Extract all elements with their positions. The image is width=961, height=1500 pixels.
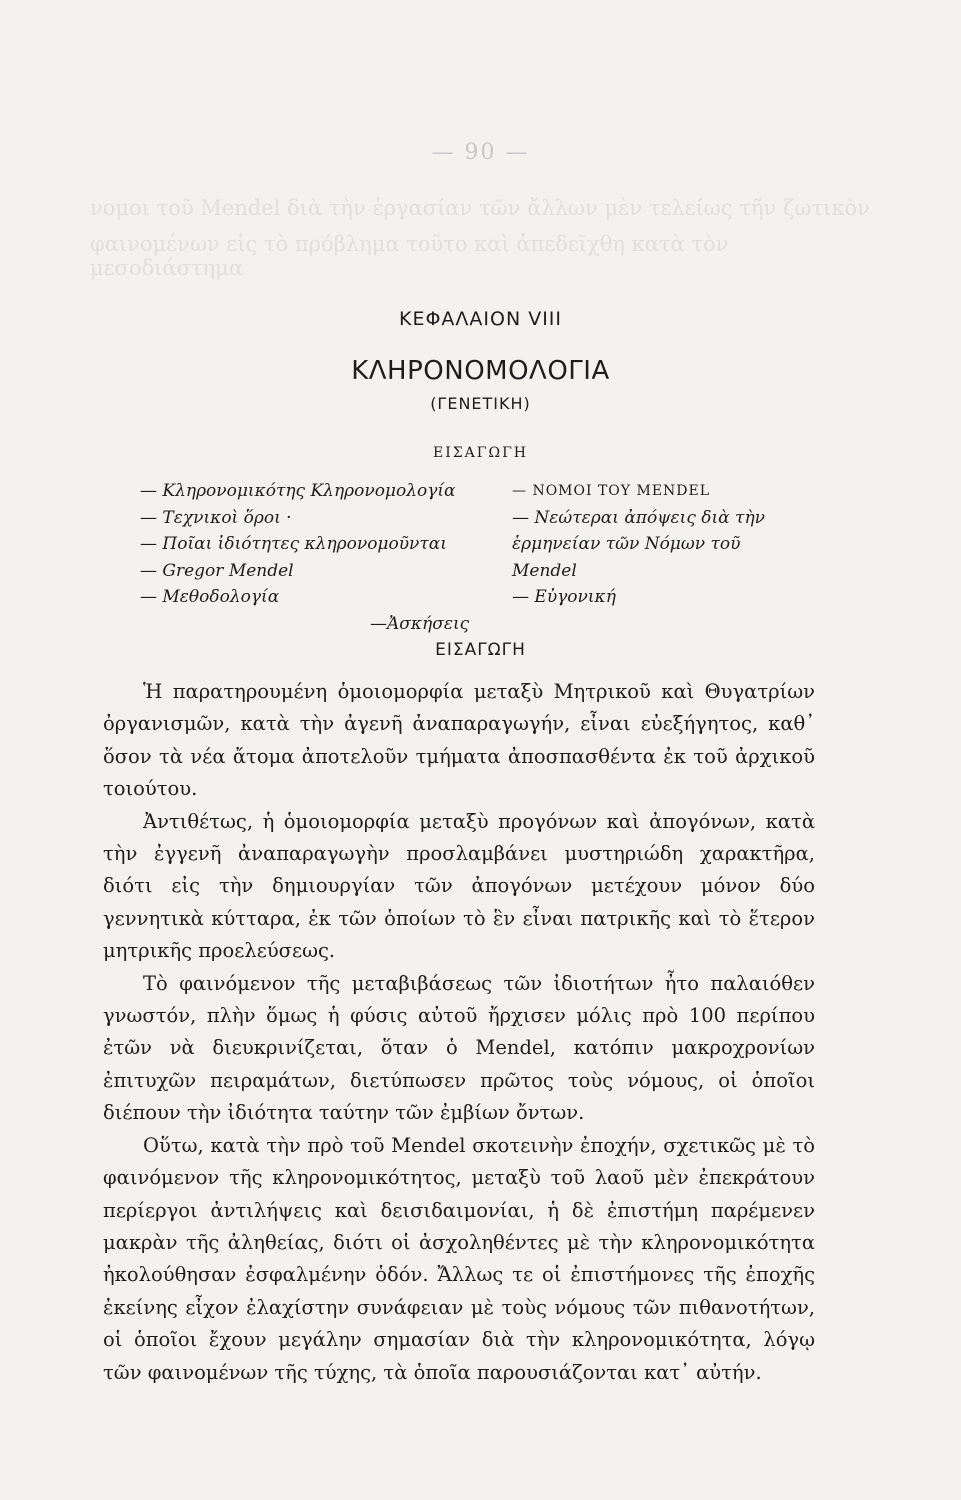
page-number: — 90 — bbox=[431, 140, 530, 165]
toc-item: — Κληρονομικότης Κληρονομολογία bbox=[140, 481, 456, 501]
paragraph: Οὕτω, κατὰ τὴν πρὸ τοῦ Mendel σκοτεινὴν ἐποχήν, σχετικῶς μὲ τὸ φαινόμενον τῆς κληρονομικότητος, μεταξὺ τοῦ λαοῦ μὲν ἐπεκράτουν περίεργοι ἀντιλήψεις καὶ δεισιδαιμονίαι, ἡ δὲ ἐπιστήμη παρέμενεν μακρὰν τῆς ἀληθείας, διότι οἱ ἀσχοληθέντες μὲ τὴν κληρονομικότητα ἠκολούθησαν ἐσφαλμένην ὁδόν. Ἄλλως τε οἱ ἐπιστήμονες τῆς ἐποχῆς ἐκείνης εἶχον ἐλαχίστην συνάφειαν μὲ τοὺς νόμους τῶν πιθανοτήτων, οἱ ὁποῖοι ἔχουν μεγάλην σημασίαν διὰ τὴν κληρονομικότητα, λόγῳ τῶν φαινομένων τῆς τύχης, τὰ ὁποῖα παρουσιάζονται κατ᾽ αὐτήν. bbox=[103, 1133, 815, 1384]
toc-item: —Ἀσκήσεις bbox=[370, 613, 470, 634]
toc-heading: ΕΙΣΑΓΩΓΗ bbox=[432, 445, 528, 461]
toc-item: — Μεθοδολογία bbox=[140, 587, 280, 607]
section-heading: ΕΙΣΑΓΩΓΗ bbox=[435, 640, 526, 660]
toc-item: — ΝΟΜΟΙ ΤΟΥ MENDEL bbox=[512, 483, 711, 499]
paragraph: Τὸ φαινόμενον τῆς μεταβιβάσεως τῶν ἰδιοτήτων ἦτο παλαιόθεν γνωστόν, πλὴν ὅμως ἡ φύσις αὐτοῦ ἤρχισεν μόλις πρὸ 100 περίπου ἐτῶν νὰ διευκρινίζεται, ὅταν ὁ Mendel, κατόπιν μακροχρονίων ἐπιτυχῶν πειραμάτων, διετύπωσεν πρῶτος τοὺς νόμους, οἱ ὁποῖοι διέπουν τὴν ἰδιότητα ταύτην τῶν ἐμβίων ὄντων. bbox=[103, 971, 815, 1125]
chapter-title: ΚΛΗΡΟΝΟΜΟΛΟΓΙΑ bbox=[351, 356, 610, 386]
chapter-label: ΚΕΦΑΛΑΙΟΝ VIII bbox=[398, 308, 563, 330]
bleed-through-line: νομοι τοῦ Mendel διὰ τὴν ἐργασίαν τῶν ἄλλων μὲν τελείως τῆν ζωτικὸν bbox=[90, 196, 870, 220]
toc-item: — Ποῖαι ἰδιότητες κληρονομοῦνται bbox=[140, 534, 447, 554]
toc-row bbox=[140, 611, 820, 638]
toc-item: — Gregor Mendel bbox=[140, 560, 294, 581]
toc-row bbox=[140, 558, 820, 585]
toc-row bbox=[140, 531, 820, 558]
toc-item: — Τεχνικοὶ ὅροι · bbox=[140, 507, 292, 528]
paragraph: Ἡ παρατηρουμένη ὁμοιομορφία μεταξὺ Μητρικοῦ καὶ Θυγατρίων ὀργανισμῶν, κατὰ τὴν ἀγενῆ ἀναπαραγωγήν, εἶναι εὐεξήγητος, καθ᾽ ὅσον τὰ νέα ἄτομα ἀποτελοῦν τμήματα ἀποσπασθέντα ἐκ τοῦ ἀρχικοῦ τοιούτου. bbox=[103, 680, 815, 801]
chapter-subtitle: (ΓΕΝΕΤΙΚΗ) bbox=[430, 394, 531, 413]
bleed-through-line: φαινομένων εἰς τὸ πρόβλημα τοῦτο καὶ ἀπεδεῖχθη κατὰ τὸν μεσοδιάστημα bbox=[90, 232, 729, 280]
toc-item: ἑρμηνείαν τῶν Νόμων τοῦ bbox=[512, 534, 741, 554]
toc-item: — Νεώτεραι ἀπόψεις διὰ τὴν bbox=[512, 507, 765, 528]
table-of-contents bbox=[140, 478, 820, 637]
paragraph: Ἀντιθέτως, ἡ ὁμοιομορφία μεταξὺ προγόνων καὶ ἀπογόνων, κατὰ τὴν ἐγγενῆ ἀναπαραγωγὴν προσλαμβάνει μυστηριώδη χαρακτῆρα, διότι εἰς τὴν δημιουργίαν τῶν ἀπογόνων μετέχουν μόνον δύο γεννητικὰ κύτταρα, ἐκ τῶν ὁποίων τὸ ἓν εἶναι πατρικῆς καὶ τὸ ἕτερον μητρικῆς προελεύσεως. bbox=[103, 809, 815, 963]
toc-item: — Εὐγονική bbox=[512, 587, 616, 607]
toc-row bbox=[140, 584, 820, 611]
toc-row bbox=[140, 478, 820, 505]
toc-row bbox=[140, 505, 820, 532]
toc-item: Mendel bbox=[512, 560, 577, 581]
body-text bbox=[103, 676, 815, 1389]
